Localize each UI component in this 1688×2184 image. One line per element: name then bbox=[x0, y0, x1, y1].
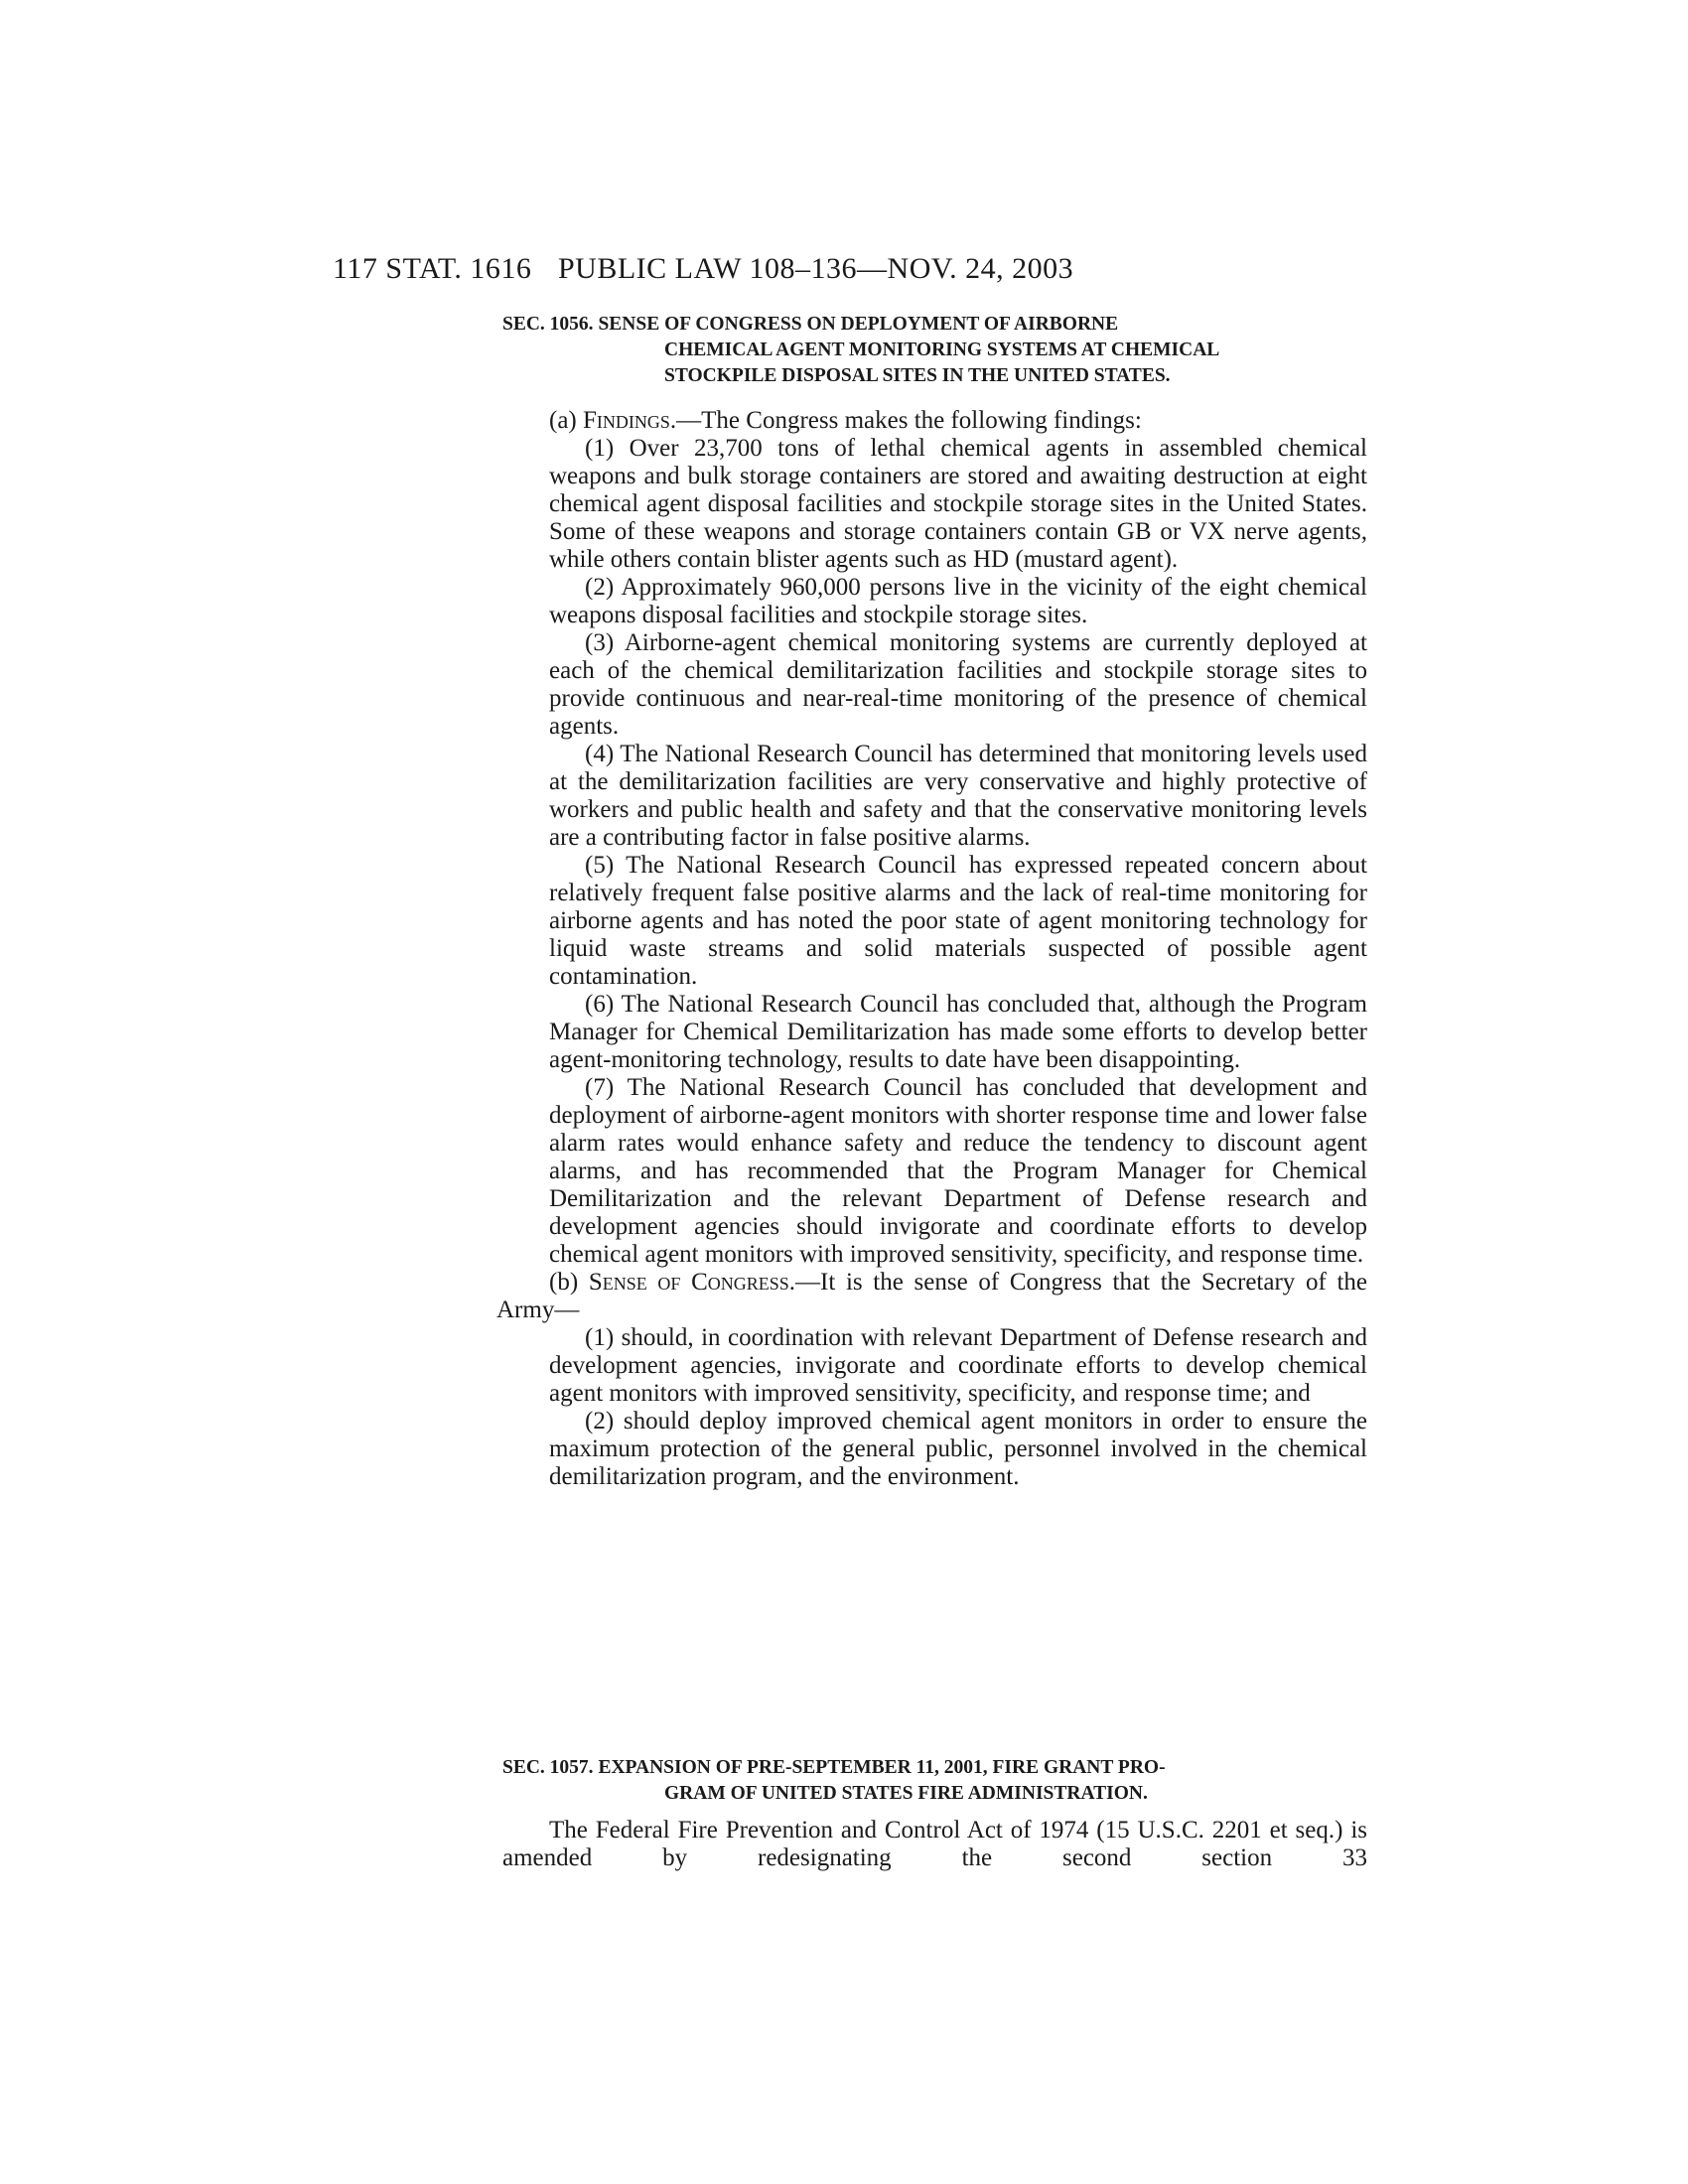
subsection-a-label: (a) bbox=[549, 407, 577, 434]
section-1057-heading bbox=[502, 1755, 1367, 1807]
section-1057-number: SEC. 1057. bbox=[502, 1757, 594, 1778]
finding-7: (7) The National Research Council has concluded that development and deployment of airborne-agent monitors with shorter response time and lower false alarm rates would enhance safety and reduce the tendency to discount agent alarms, and has recommended that the Program Manager for Chemical Demilitarization and the relevant Department of Defense research and development agencies should invigorate and coordinate efforts to develop chemical agent monitors with improved sensitivity, specificity, and response time. bbox=[549, 1074, 1367, 1268]
stat-citation: 117 STAT. 1616 bbox=[333, 252, 532, 285]
finding-1: (1) Over 23,700 tons of lethal chemical agents in assembled chemical weapons and bulk storage containers are stored and awaiting destruction at eight chemical agent disposal facilities and stockpile storage sites in the United States. Some of these weapons and storage containers contain GB or VX nerve agents, while others contain blister agents such as HD (mustard agent). bbox=[549, 435, 1367, 573]
finding-3: (3) Airborne-agent chemical monitoring systems are currently deployed at each of the chemical demilitarization facilities and stockpile storage sites to provide continuous and near-real-time monitoring of the presence of chemical agents. bbox=[549, 629, 1367, 740]
finding-2: (2) Approximately 960,000 persons live in the vicinity of the eight chemical weapons disposal facilities and stockpile storage sites. bbox=[549, 574, 1367, 628]
subsection-a-heading: Findings bbox=[583, 407, 670, 434]
finding-4: (4) The National Research Council has determined that monitoring levels used at the demilitarization facilities are very conservative and highly protective of workers and public health and safety and that the conservative monitoring levels are a contributing factor in false positive alarms. bbox=[549, 741, 1367, 851]
section-1057-text: The Federal Fire Prevention and Control Act of 1974 (15 U.S.C. 2201 et seq.) is amended by redesignating the second section 33 bbox=[502, 1817, 1367, 1871]
subsection-b-heading: Sense of Congress bbox=[588, 1269, 789, 1296]
subsection-b-intro bbox=[496, 1269, 1367, 1324]
sense-item-2: (2) should deploy improved chemical agent monitors in order to ensure the maximum protection of the general public, personnel involved in the chemical demilitarization program, and the environment. bbox=[549, 1408, 1367, 1490]
subsection-b-text: .—It is the sense of Congress that the Secretary of the Army— bbox=[496, 1269, 1368, 1323]
section-1056-number: SEC. 1056. bbox=[502, 314, 594, 335]
subsection-b-label: (b) bbox=[549, 1269, 579, 1296]
sense-item-1: (1) should, in coordination with relevant Department of Defense research and development agencies, invigorate and coordinate efforts to develop chemical agent monitors with improved sensitivity, specificity, and response time; and bbox=[549, 1324, 1367, 1407]
subsection-a-intro bbox=[549, 407, 1367, 435]
section-1056-title-line1: SENSE OF CONGRESS ON DEPLOYMENT OF AIRBORNE bbox=[598, 314, 1119, 335]
section-1056-heading bbox=[502, 312, 1367, 389]
finding-6: (6) The National Research Council has concluded that, although the Program Manager for Chemical Demilitarization has made some efforts to develop better agent-monitoring technology, results to date have been disappointing. bbox=[549, 991, 1367, 1073]
law-title: PUBLIC LAW 108–136—NOV. 24, 2003 bbox=[558, 252, 1074, 285]
section-1057-title-line2: GRAM OF UNITED STATES FIRE ADMINISTRATION. bbox=[664, 1783, 1148, 1804]
section-1056-title-line3: STOCKPILE DISPOSAL SITES IN THE UNITED STATES. bbox=[664, 365, 1171, 386]
section-1056-body bbox=[496, 407, 1368, 1491]
section-1056-title-line2: CHEMICAL AGENT MONITORING SYSTEMS AT CHEMICAL bbox=[664, 340, 1220, 360]
section-1057-body bbox=[502, 1817, 1367, 1872]
page-header bbox=[0, 252, 1688, 292]
section-1057-title-line1: EXPANSION OF PRE-SEPTEMBER 11, 2001, FIRE GRANT PRO- bbox=[598, 1757, 1166, 1778]
finding-5: (5) The National Research Council has expressed repeated concern about relatively frequent false positive alarms and the lack of real-time monitoring for airborne agents and has noted the poor state of agent monitoring technology for liquid waste streams and solid materials suspected of possible agent contamination. bbox=[549, 852, 1367, 990]
subsection-a-text: .—The Congress makes the following findings: bbox=[669, 407, 1142, 434]
